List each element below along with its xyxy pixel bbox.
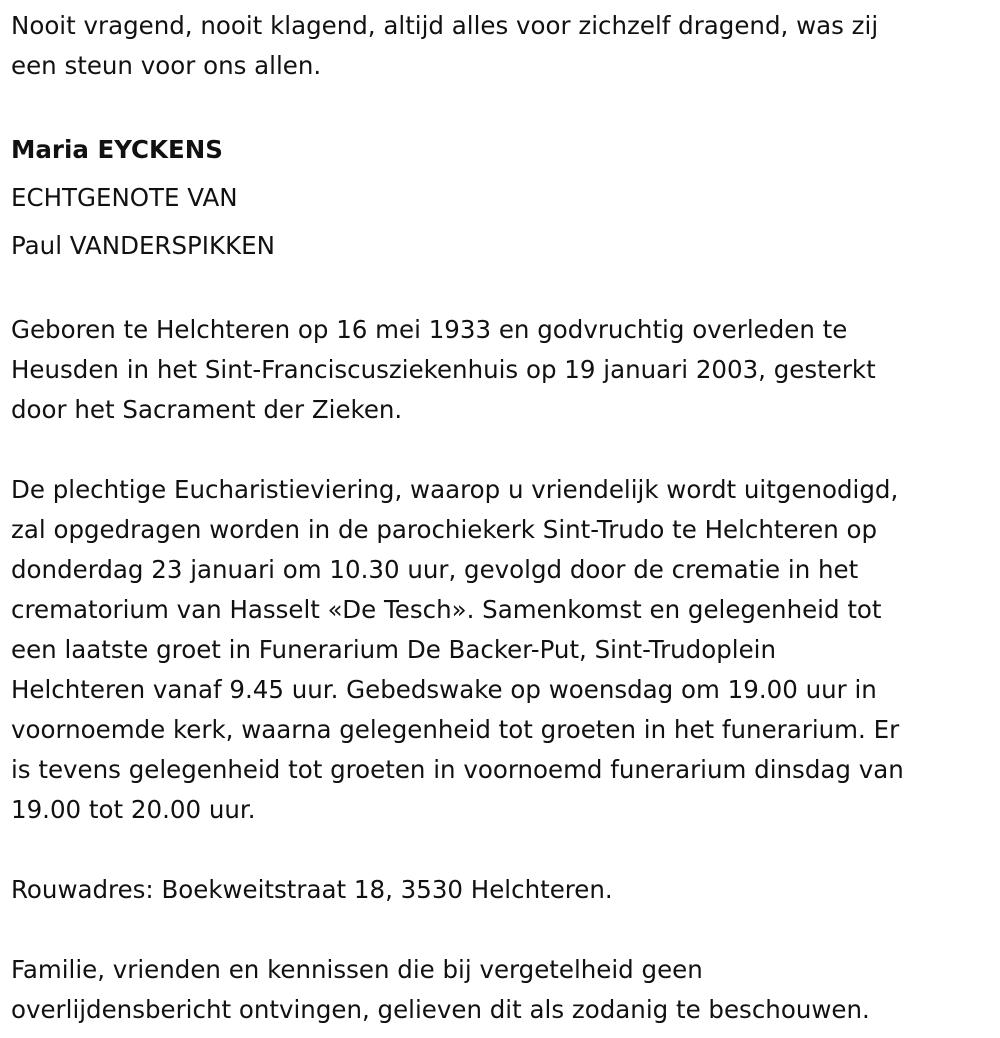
intro-paragraph xyxy=(11,6,996,86)
ceremony-line: voornoemde kerk, waarna gelegenheid tot groeten in het funerarium. Er xyxy=(11,715,900,744)
spacer xyxy=(11,430,996,470)
birth-death-paragraph xyxy=(11,310,996,430)
deceased-block xyxy=(11,126,996,270)
address-paragraph xyxy=(11,870,996,910)
closing-line: Familie, vrienden en kennissen die bij vergetelheid geen xyxy=(11,955,703,984)
ceremony-line: zal opgedragen worden in de parochiekerk Sint-Trudo te Helchteren op xyxy=(11,515,878,544)
spacer xyxy=(11,910,996,950)
ceremony-line: is tevens gelegenheid tot groeten in voornoemd funerarium dinsdag van xyxy=(11,755,904,784)
intro-line: een steun voor ons allen. xyxy=(11,51,322,80)
spacer xyxy=(11,830,996,870)
birth-death-line: Heusden in het Sint-Franciscusziekenhuis op 19 januari 2003, gesterkt xyxy=(11,355,876,384)
ceremony-line: 19.00 tot 20.00 uur. xyxy=(11,795,256,824)
closing-line: overlijdensbericht ontvingen, gelieven dit als zodanig te beschouwen. xyxy=(11,995,870,1024)
deceased-name: Maria EYCKENS xyxy=(11,135,223,164)
ceremony-line: Helchteren vanaf 9.45 uur. Gebedswake op woensdag om 19.00 uur in xyxy=(11,675,877,704)
ceremony-line: een laatste groet in Funerarium De Backer-Put, Sint-Trudoplein xyxy=(11,635,776,664)
closing-paragraph xyxy=(11,950,996,1030)
ceremony-line: crematorium van Hasselt «De Tesch». Samenkomst en gelegenheid tot xyxy=(11,595,882,624)
ceremony-line: donderdag 23 januari om 10.30 uur, gevolgd door de crematie in het xyxy=(11,555,859,584)
birth-death-line: Geboren te Helchteren op 16 mei 1933 en godvruchtig overleden te xyxy=(11,315,848,344)
spacer xyxy=(11,86,996,126)
obituary-document xyxy=(11,6,996,1030)
spacer xyxy=(11,270,996,310)
ceremony-line: De plechtige Eucharistieviering, waarop u vriendelijk wordt uitgenodigd, xyxy=(11,475,899,504)
birth-death-line: door het Sacrament der Zieken. xyxy=(11,395,403,424)
spouse-name: Paul VANDERSPIKKEN xyxy=(11,231,275,260)
mourning-address: Rouwadres: Boekweitstraat 18, 3530 Helchteren. xyxy=(11,875,613,904)
intro-line: Nooit vragend, nooit klagend, altijd alles voor zichzelf dragend, was zij xyxy=(11,11,879,40)
relation-label: ECHTGENOTE VAN xyxy=(11,183,238,212)
ceremony-paragraph xyxy=(11,470,996,830)
